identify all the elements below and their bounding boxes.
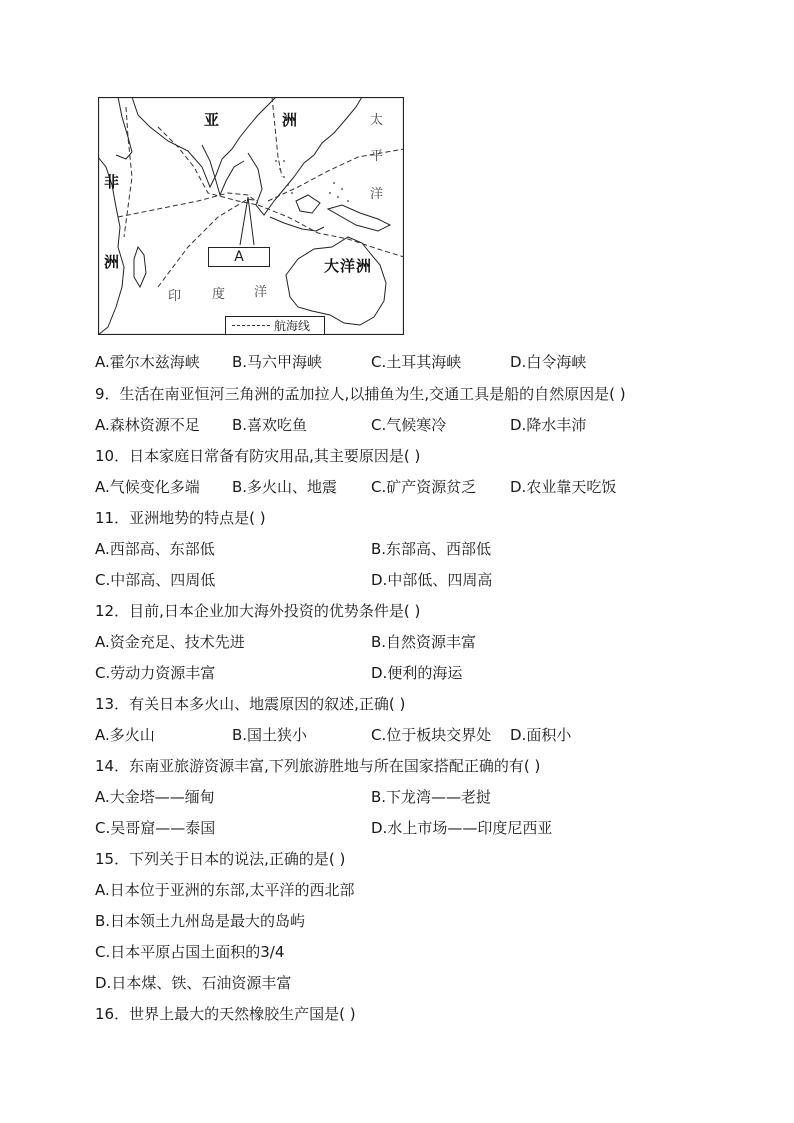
q13-option-c[interactable]: C.位于板块交界处	[371, 726, 492, 744]
oceania-label: 大洋洲	[324, 257, 373, 275]
asia-label-part1: 亚	[204, 111, 221, 129]
indian-label-part2: 度	[212, 287, 226, 302]
q11-option-b[interactable]: B.东部高、西部低	[371, 540, 492, 558]
indian-label-part3: 洋	[254, 285, 268, 300]
q9-option-a[interactable]: A.森林资源不足	[95, 416, 200, 434]
q8-option-d[interactable]: D.白令海峡	[510, 353, 587, 371]
q10-option-d[interactable]: D.农业靠天吃饭	[510, 478, 617, 496]
q9-option-b[interactable]: B.喜欢吃鱼	[232, 416, 308, 434]
indian-label-part1: 印	[168, 289, 182, 304]
map-legend	[225, 316, 325, 335]
q10-stem: 10．日本家庭日常备有防灾用品,其主要原因是( )	[95, 447, 421, 465]
q13-option-b[interactable]: B.国土狭小	[232, 726, 308, 744]
q14-option-c[interactable]: C.吴哥窟——泰国	[95, 819, 216, 837]
q8-option-b[interactable]: B.马六甲海峡	[232, 353, 323, 371]
q12-option-d[interactable]: D.便利的海运	[371, 664, 463, 682]
q12-stem: 12．目前,日本企业加大海外投资的优势条件是( )	[95, 602, 421, 620]
q8-option-a[interactable]: A.霍尔木兹海峡	[95, 353, 200, 371]
q16-stem: 16．世界上最大的天然橡胶生产国是( )	[95, 1005, 356, 1023]
q11-option-d[interactable]: D.中部低、四周高	[371, 571, 493, 589]
q11-option-c[interactable]: C.中部高、四周低	[95, 571, 216, 589]
q13-stem: 13．有关日本多火山、地震原因的叙述,正确( )	[95, 695, 406, 713]
q13-option-d[interactable]: D.面积小	[510, 726, 572, 744]
africa-label-part1: 非	[104, 173, 121, 191]
map-drawing	[98, 97, 404, 335]
q14-stem: 14．东南亚旅游资源丰富,下列旅游胜地与所在国家搭配正确的有( )	[95, 757, 541, 775]
africa-label-part2: 洲	[104, 253, 121, 271]
q15-option-c[interactable]: C.日本平原占国土面积的3/4	[95, 943, 285, 961]
q14-option-b[interactable]: B.下龙湾——老挝	[371, 788, 492, 806]
q9-option-c[interactable]: C.气候寒冷	[371, 416, 447, 434]
q11-option-a[interactable]: A.西部高、东部低	[95, 540, 215, 558]
dashed-line-icon	[232, 325, 270, 326]
pacific-label-part2: 平	[370, 149, 384, 164]
q8-option-c[interactable]: C.土耳其海峡	[371, 353, 462, 371]
sea-route-map	[98, 97, 404, 335]
q13-option-a[interactable]: A.多火山	[95, 726, 155, 744]
q9-option-d[interactable]: D.降水丰沛	[510, 416, 587, 434]
q15-option-d[interactable]: D.日本煤、铁、石油资源丰富	[95, 974, 292, 992]
q11-stem: 11．亚洲地势的特点是( )	[95, 509, 266, 527]
q10-option-c[interactable]: C.矿产资源贫乏	[371, 478, 477, 496]
pacific-label-part1: 太	[370, 113, 384, 128]
asia-label-part2: 洲	[282, 111, 299, 129]
q15-option-a[interactable]: A.日本位于亚洲的东部,太平洋的西北部	[95, 881, 355, 899]
q15-stem: 15．下列关于日本的说法,正确的是( )	[95, 850, 346, 868]
legend-label: 航海线	[274, 319, 311, 333]
q14-option-a[interactable]: A.大金塔——缅甸	[95, 788, 215, 806]
q12-option-c[interactable]: C.劳动力资源丰富	[95, 664, 216, 682]
q12-option-b[interactable]: B.自然资源丰富	[371, 633, 477, 651]
q12-option-a[interactable]: A.资金充足、技术先进	[95, 633, 245, 651]
q10-option-a[interactable]: A.气候变化多端	[95, 478, 200, 496]
q10-option-b[interactable]: B.多火山、地震	[232, 478, 338, 496]
q14-option-d[interactable]: D.水上市场——印度尼西亚	[371, 819, 553, 837]
strait-marker-a: A	[208, 247, 270, 267]
q15-option-b[interactable]: B.日本领土九州岛是最大的岛屿	[95, 912, 306, 930]
q9-stem: 9．生活在南亚恒河三角洲的孟加拉人,以捕鱼为生,交通工具是船的自然原因是( )	[95, 385, 626, 403]
pacific-label-part3: 洋	[370, 187, 384, 202]
